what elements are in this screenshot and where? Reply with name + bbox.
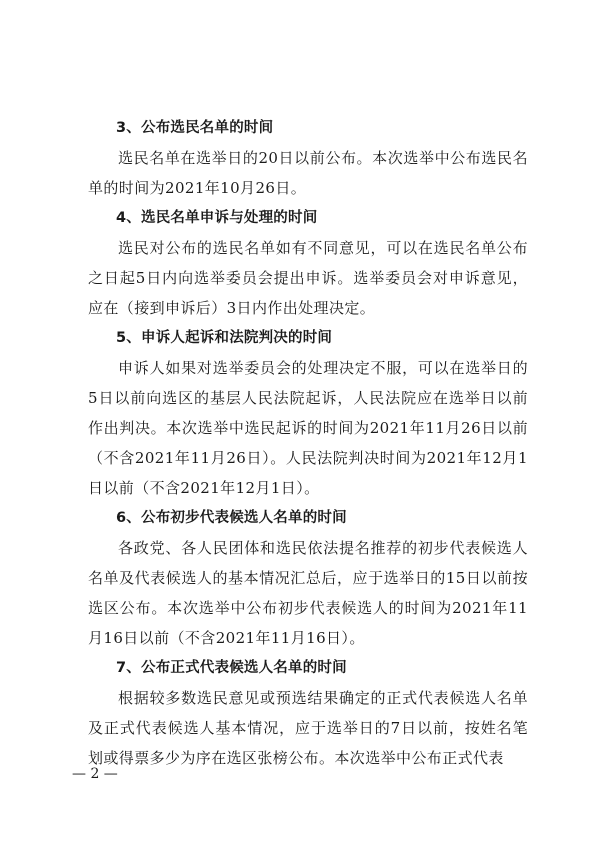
section-paragraph: 申诉人如果对选举委员会的处理决定不服，可以在选举日的5日以前向选区的基层人民法院起诉，人民法院应在选举日以前作出判决。本次选举中选民起诉的时间为2021年11月26日以前（不含2021年11月26日）。人民法院判决时间为2021年12月1日以前（不含2021年12月1日）。 <box>88 359 528 497</box>
section-3 <box>88 113 528 203</box>
page-number: — 2 — <box>72 766 118 782</box>
section-7 <box>88 653 528 773</box>
section-heading: 6、公布初步代表候选人名单的时间 <box>116 510 347 526</box>
section-paragraph: 根据较多数选民意见或预选结果确定的正式代表候选人名单及正式代表候选人基本情况，应于选举日的7日以前，按姓名笔划或得票多少为序在选区张榜公布。本次选举中公布正式代表 <box>88 689 528 767</box>
section-paragraph: 选民对公布的选民名单如有不同意见，可以在选民名单公布之日起5日内向选举委员会提出申诉。选举委员会对申诉意见，应在（接到申诉后）3日内作出处理决定。 <box>88 239 528 317</box>
section-5 <box>88 323 528 503</box>
section-paragraph: 各政党、各人民团体和选民依法提名推荐的初步代表候选人名单及代表候选人的基本情况汇总后，应于选举日的15日以前按选区公布。本次选举中公布初步代表候选人的时间为2021年11月16日以前（不含2021年11月16日）。 <box>88 539 528 647</box>
section-heading: 7、公布正式代表候选人名单的时间 <box>116 660 347 676</box>
section-heading: 5、申诉人起诉和法院判决的时间 <box>116 330 333 346</box>
section-heading: 3、公布选民名单的时间 <box>116 120 274 136</box>
section-paragraph: 选民名单在选举日的20日以前公布。本次选举中公布选民名单的时间为2021年10月26日。 <box>88 149 528 197</box>
section-6 <box>88 503 528 653</box>
section-heading: 4、选民名单申诉与处理的时间 <box>116 210 318 226</box>
document-body <box>88 113 528 773</box>
section-4 <box>88 203 528 323</box>
